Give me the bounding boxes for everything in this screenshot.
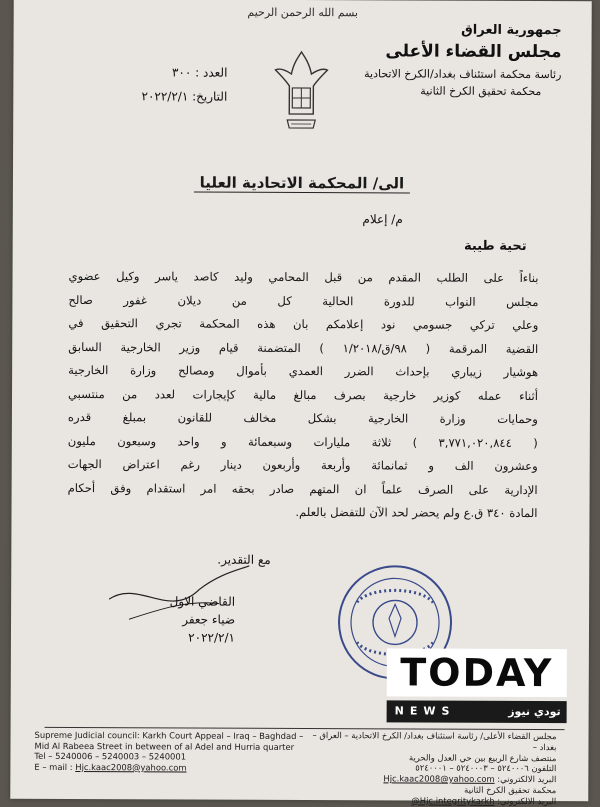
presidency-name: رئاسة محكمة استئناف بغداد/الكرخ الاتحادية (341, 67, 561, 81)
logo-subtitle (387, 700, 567, 723)
logo-brand: TODAY (387, 648, 567, 697)
court-name: محكمة تحقيق الكرخ الثانية (341, 84, 561, 98)
reference-date: التاريخ: ٢٠٢٢/٢/١ (77, 89, 227, 104)
body-line: القضية المرقمة ( ٩٨/ق/١/٢٠١٨ ) المتضمنة قيام وزير الخارجية السابق (68, 335, 538, 361)
footer-arabic (306, 730, 556, 807)
body-line: وحمايات وزارة الخارجية بشكل مخالف للقانون بمبلغ قدره (68, 406, 538, 432)
signature-block (115, 592, 235, 647)
body-line: أثناء عمله كوزير خارجية بصرف مبالغ مالية كإيجارات لعدد من منتسبي (68, 382, 538, 408)
signature-date: ٢٠٢٢/٢/١ (115, 628, 235, 647)
body-line: مجلس النواب للدورة الحالية كل من ديلان غفور صالح (68, 288, 538, 314)
judge-title: القاضي الاول (115, 592, 235, 611)
footer-english-email-row (34, 762, 304, 774)
council-name: مجلس القضاء الأعلى (341, 41, 561, 62)
footer-arabic-line: منتصف شارع الربيع بين حي العدل والحرية (306, 752, 556, 764)
body-line: الإدارية على الصرف علماً ان المتهم صادر بحقه امر استقدام وفق أحكام (68, 476, 538, 502)
footer-arabic-line: مجلس القضاء الأعلى/ رئاسة استئناف بغداد/ الكرخ الاتحادية – العراق – بغداد – (306, 730, 556, 753)
body-line: وعشرون الف و ثمانمائة وأربعة وأربعون دينار رغم اعتراض الجهات (68, 453, 538, 479)
basmala: بسم الله الرحمن الرحيم (14, 5, 592, 21)
footer-english-email-label: E – mail : (34, 762, 72, 772)
body-line: هوشيار زيباري بإحداث الضرر العمدي بأموال ومصالح وزارة الخارجية (68, 359, 538, 385)
body-line: وعلي تركي جسومي نود إعلامكم بان هذه المحكمة تجري التحقيق في (68, 312, 538, 338)
logo-news: NEWS (395, 700, 456, 722)
footer-english-line: Mid Al Rabeea Street in between of al Adel and Hurria quarter (34, 740, 304, 752)
footer-arabic-line: التلفون ٥٢٤٠٠٠٦ – ٥٢٤٠٠٠٣ – ٥٢٤٠٠٠١ (306, 762, 556, 774)
body-line: بناءاً على الطلب المقدم من قبل المحامي وليد كاصد ياسر وكيل عضوي (68, 265, 538, 291)
footer-arabic-email[interactable]: Hjc.kaac2008@yahoo.com (383, 774, 494, 784)
footer-english-email[interactable]: Hjc.kaac2008@yahoo.com (75, 762, 186, 772)
footer-arabic-email-label: البريد الالكتروني: (497, 774, 556, 784)
reference-block (77, 65, 227, 114)
judge-name: ضياء جعفر (115, 610, 235, 629)
reference-number: العدد : ٣٠٠ (77, 65, 227, 80)
addressee-text: الى/ المحكمة الاتحادية العليا (194, 174, 411, 194)
body-line: المادة ٣٤٠ ق.ع ولم يحضر لحد الآن للتفضل بالعلم. (67, 500, 537, 526)
addressee (13, 173, 591, 195)
letter-body (67, 265, 538, 526)
closing: مع التقدير. (217, 553, 270, 567)
footer-arabic-email2-label: البريد الالكتروني: (497, 796, 556, 806)
footer-arabic-email2[interactable]: Hjc.integritykarkh@ (411, 795, 494, 805)
country-name: جمهورية العراق (342, 22, 562, 38)
body-line: ( ٣,٧٧١,٠٢٠,٨٤٤ ) ثلاثة مليارات وسبعمائة و واحد وسبعون مليون (68, 429, 538, 455)
greeting: تحية طيبة (464, 239, 527, 254)
footer-arabic-email2-row (306, 795, 556, 807)
subject-line: م/ إعلام (283, 212, 403, 227)
logo-arabic: تودي نيوز (508, 701, 561, 723)
footer-english (34, 730, 304, 774)
letterhead (341, 22, 561, 98)
letter-page (10, 0, 591, 801)
iraq-emblem-icon (271, 44, 331, 144)
footer-english-line: Tel – 5240006 – 5240003 – 5240001 (34, 751, 304, 763)
footer-arabic-note: محكمة تحقيق الكرخ الثانية (306, 784, 556, 796)
footer-english-line: Supreme Judicial council: Karkh Court Appeal – Iraq – Baghdad – (35, 730, 305, 742)
